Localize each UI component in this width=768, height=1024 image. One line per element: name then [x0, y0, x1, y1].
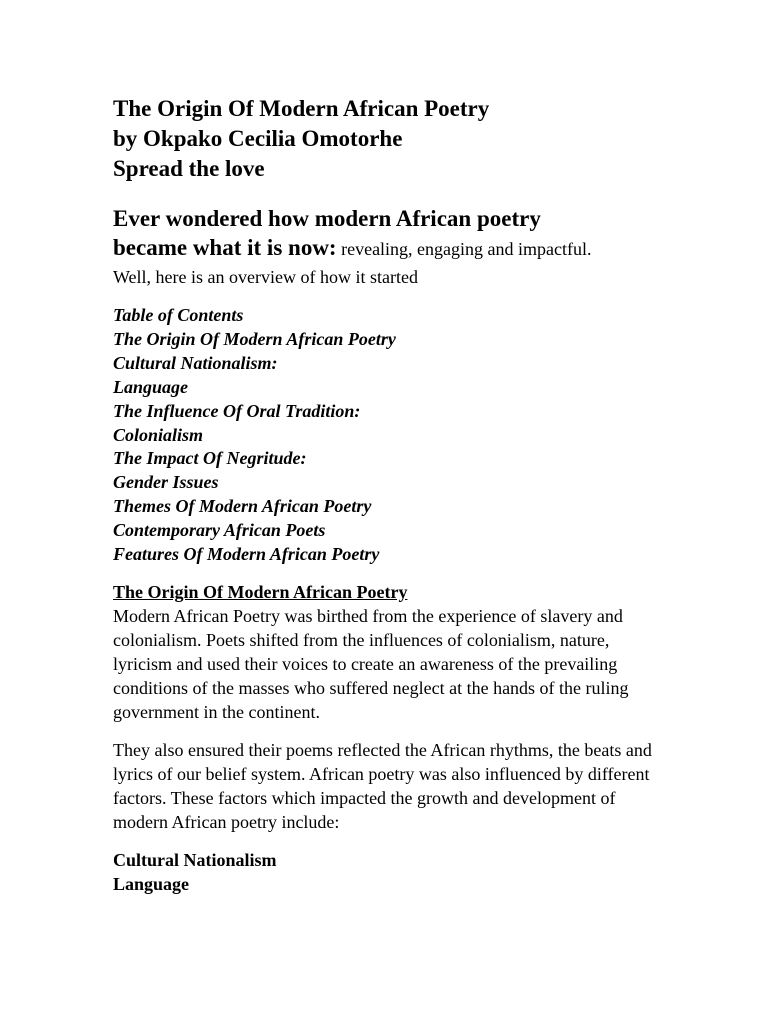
paragraph: Modern African Poetry was birthed from the experience of slavery and colonialism. Poets shifted from the influences of colonialism, nature, lyricism and used their voices to create an awareness of the prevailing conditions of the masses who suffered neglect at the hands of the ruling government in the continent.: [113, 605, 629, 722]
toc-item[interactable]: Colonialism: [113, 424, 204, 445]
spread-the-love-label: Spread the love: [113, 156, 265, 181]
document-title: The Origin Of Modern African Poetry: [113, 96, 490, 121]
intro-lead-line2: [113, 233, 653, 264]
intro-lead-rest: revealing, engaging and impactful.: [336, 239, 592, 259]
toc-item[interactable]: Features Of Modern African Poetry: [113, 544, 380, 565]
toc-item[interactable]: Gender Issues: [113, 472, 219, 493]
toc-item[interactable]: The Influence Of Oral Tradition:: [113, 400, 361, 421]
sub-headings: [113, 848, 653, 896]
intro-lead-bold: became what it is now:: [113, 235, 337, 260]
toc-item[interactable]: Contemporary African Poets: [113, 520, 326, 541]
paragraph: They also ensured their poems reflected the African rhythms, the beats and lyrics of our belief system. African poetry was also influenced by different factors. These factors which impacted the growth and development of modern African poetry include:: [113, 739, 652, 832]
intro-block: [113, 204, 653, 290]
intro-line3: Well, here is an overview of how it started: [113, 267, 418, 287]
table-of-contents: [113, 304, 653, 567]
toc-item[interactable]: Themes Of Modern African Poetry: [113, 496, 372, 517]
document-author: by Okpako Cecilia Omotorhe: [113, 126, 403, 151]
toc-item[interactable]: The Impact Of Negritude:: [113, 448, 307, 469]
toc-item[interactable]: Language: [113, 376, 189, 397]
section-heading: The Origin Of Modern African Poetry: [113, 581, 408, 602]
toc-heading: Table of Contents: [113, 305, 244, 325]
sub-heading: Language: [113, 873, 190, 894]
intro-lead-line1: Ever wondered how modern African poetry: [113, 206, 541, 231]
document-title-block: [113, 94, 653, 184]
sub-heading: Cultural Nationalism: [113, 849, 277, 870]
toc-item[interactable]: Cultural Nationalism:: [113, 352, 278, 373]
toc-item[interactable]: The Origin Of Modern African Poetry: [113, 328, 396, 349]
document-page: [113, 94, 653, 896]
